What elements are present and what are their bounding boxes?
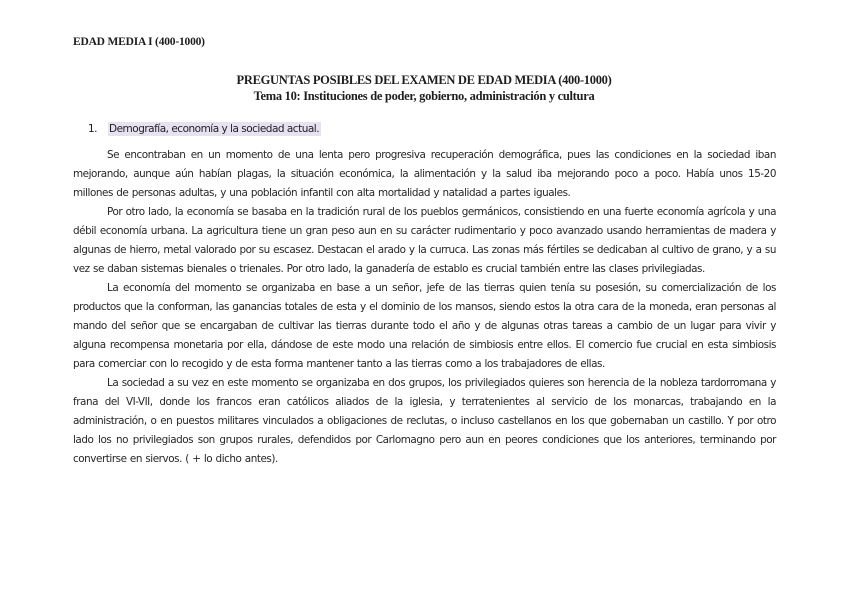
document-title: PREGUNTAS POSIBLES DEL EXAMEN DE EDAD MEDIA (400-1000) [236,73,612,87]
running-header: EDAD MEDIA I (400-1000) [73,36,205,48]
section-heading [88,122,321,136]
paragraph-demography: Se encontraban en un momento de una lenta pero progresiva recuperación demográfica, pues las condiciones en la sociedad iban mejorando, aunque aún habían plagas, la situación económica, la alimentación y la salud iba mejorando poco a poco. Había unos 15-20 millones de personas adultas, y una población infantil con alta mortalidad y natalidad a partes iguales. [73,149,776,199]
title-block [0,72,848,104]
paragraph-society: La sociedad a su vez en este momento se organizaba en dos grupos, los privilegiados quieres son herencia de la nobleza tardorromana y frana del VI-VII, donde los francos eran católicos aliados de la iglesia, y terratenientes al servicio de los monarcas, trabajando en la administración, o en puestos militares vinculados a obligaciones de reclutas, o incluso castellanos en los que gobernaban un castillo. Y por otro lado los no privilegiados son grupos rurales, defendidos por Carlomagno pero aun en peores condiciones que los anteriores, terminando por convertirse en siervos. ( + lo dicho antes). [73,377,776,465]
body-text [73,146,776,469]
section-heading-label: Demografía, economía y la sociedad actual. [109,123,320,135]
paragraph-economy: Por otro lado, la economía se basaba en la tradición rural de los pueblos germánicos, consistiendo en una fuerte economía agrícola y una débil economía urbana. La agricultura tiene un gran peso aun en su carácter rudimentario y poco avanzado usando herramientas de madera y algunas de hierro, metal valorado por su escasez. Destacan el arado y la curruca. Las zonas más fértiles se dedicaban al cultivo de grano, y a su vez se daban sistemas bienales o trienales. Por otro lado, la ganadería de establo es crucial también entre las clases privilegiadas. [73,206,776,275]
section-number: 1. [88,123,98,135]
document-subtitle: Tema 10: Instituciones de poder, gobierno, administración y cultura [253,89,595,103]
paragraph-lordship: La economía del momento se organizaba en base a un señor, jefe de las tierras quien tenía su posesión, su comercialización de los productos que la conforman, las ganancias totales de esta y el dominio de los mansos, siendo estos la otra cara de la moneda, eran personas al mando del señor que se encargaban de cultivar las tierras durante todo el año y de algunas otras tareas a cambio de un lugar para vivir y alguna recompensa monetaria por ella, dándose de este modo una relación de simbiosis entre ellos. El comercio fue crucial en esta simbiosis para comerciar con lo recogido y de esta forma mantener tanto a las tierras como a los trabajadores de ellas. [73,282,776,370]
